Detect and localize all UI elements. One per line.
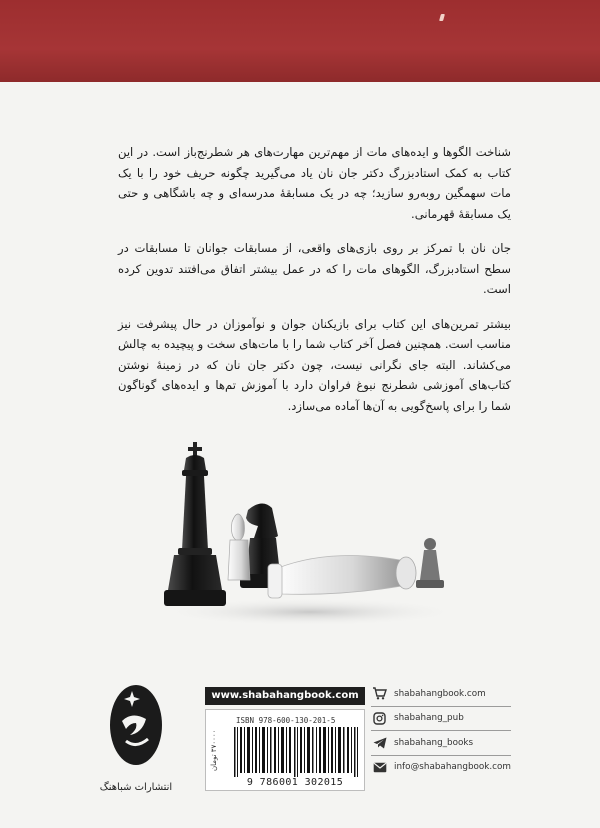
white-fallen-king-piece — [268, 556, 416, 599]
publisher-name: انتشارات شباهنگ — [99, 782, 173, 793]
chess-pieces-illustration — [150, 440, 470, 630]
contact-telegram-text: shabahang_books — [394, 737, 474, 748]
black-king-piece — [164, 442, 226, 606]
paragraph-2: جان نان با تمرکز بر روی بازی‌های واقعی، از مسابقات جوانان تا مسابقات در سطح استادبزرگ، الگوهای مات را که در عمل بیشتر اتفاق می‌افتند تدوین کرده است. — [118, 241, 511, 296]
contact-row-website[interactable] — [371, 682, 511, 707]
band-mark — [439, 14, 445, 21]
telegram-icon — [371, 735, 388, 750]
contact-row-email[interactable] — [371, 756, 511, 780]
contact-website-text: shabahangbook.com — [394, 688, 486, 699]
contact-instagram-text: shabahang_pub — [394, 713, 464, 724]
pawn-piece — [416, 538, 444, 588]
contact-list — [371, 682, 511, 779]
barcode-bars — [234, 727, 358, 777]
price-label: ۳۷۰۰۰۰ تومان — [210, 729, 218, 771]
email-icon — [371, 760, 388, 775]
back-cover-text — [118, 142, 511, 430]
paragraph-3: بیشتر تمرین‌های این کتاب برای بازیکنان جوان و نوآموزان در حال پیشرفت نیز مناسب است. همچنین فصل آخر کتاب شما را با مات‌های سخت و پیچیده به چالش می‌کشاند. البته جای نگرانی نیست، چون دکتر جان نان که در زمینهٔ نوشتن کتاب‌های آموزشی شطرنج نبوغ فراوان دارد با آموزش تم‌ها و ایده‌های گوناگون شما را برای پاسخ‌گویی به آن‌ها آماده می‌سازد. — [118, 316, 511, 413]
contact-row-telegram[interactable] — [371, 731, 511, 756]
paragraph-1: شناخت الگوها و ایده‌های مات از مهم‌ترین مهارت‌های هر شطرنج‌باز است. در این کتاب به کمک استادبزرگ دکتر جان نان یاد می‌گیرید چگونه حریف خود را با یک مات سهمگین روبه‌رو سازید؛ چه در یک مسابقهٔ مدرسه‌ای و چه باشگاهی و حتی یک مسابقهٔ قهرمانی. — [118, 145, 511, 221]
barcode-number: 9 786001 302015 — [246, 777, 344, 788]
shopping-cart-icon — [371, 686, 388, 701]
website-url[interactable]: www.shabahangbook.com — [205, 687, 365, 705]
white-bishop-piece — [228, 514, 250, 580]
contact-row-instagram[interactable] — [371, 707, 511, 732]
isbn-label: ISBN 978-600-130-201-5 — [236, 716, 336, 725]
barcode-box — [205, 709, 365, 791]
publisher-logo — [96, 675, 176, 775]
cover-top-band — [0, 0, 600, 82]
contact-email-text: info@shabahangbook.com — [394, 762, 511, 773]
instagram-icon — [371, 711, 388, 726]
